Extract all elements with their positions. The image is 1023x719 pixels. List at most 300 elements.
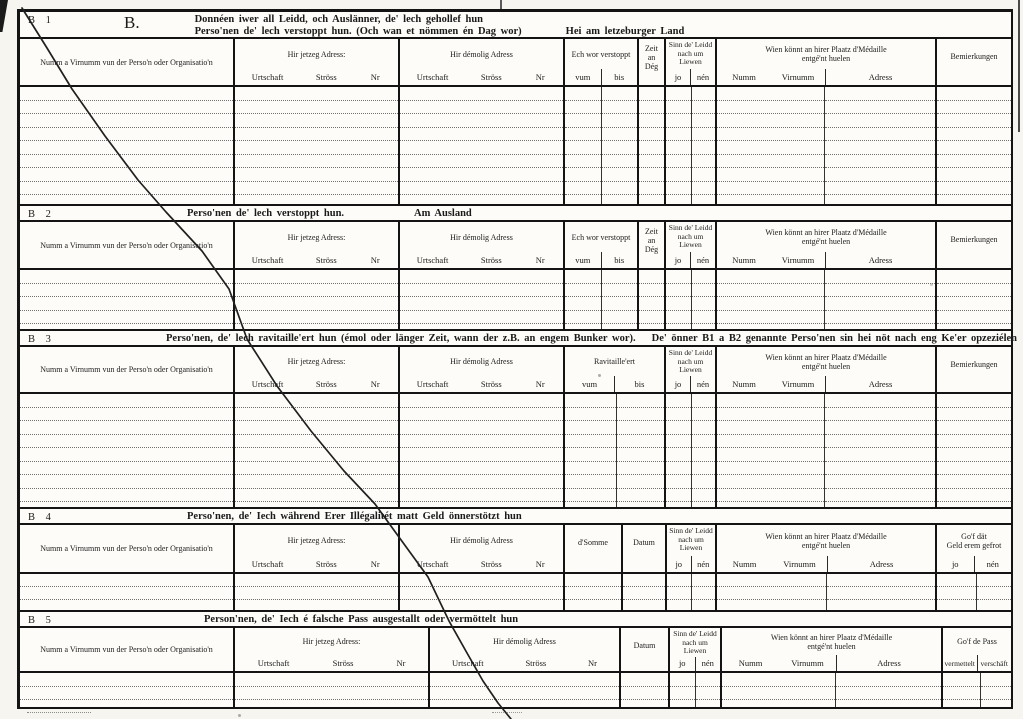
- verstoppt-label: Ech wor verstoppt: [571, 232, 631, 242]
- col-header-dsomme: [565, 525, 623, 572]
- writing-line: [20, 155, 233, 169]
- writing-line: [400, 408, 563, 422]
- jetzeg-label: Hir jetzeg Adress:: [287, 232, 346, 242]
- writing-line: [20, 270, 233, 284]
- writing-line: [825, 182, 935, 196]
- sub-stross: Ströss: [480, 378, 502, 389]
- writing-line: [400, 128, 563, 142]
- writing-line: [717, 475, 824, 489]
- writing-line: [717, 587, 826, 600]
- dsomme-label: d'Somme: [578, 538, 608, 547]
- writing-line: [717, 87, 824, 101]
- body-col-wien-numm-virnumm: [717, 394, 825, 507]
- body-col-numm: [20, 673, 235, 707]
- body-col-demolig: [400, 394, 565, 507]
- writing-line: [235, 297, 398, 311]
- writing-line: [20, 182, 233, 196]
- sub-nen: nén: [690, 376, 715, 392]
- numm-label: Numm a Virnumm vun der Perso'n oder Organisatio'n: [40, 57, 213, 67]
- body-col-jetzeg: [235, 394, 400, 507]
- sinn-label: Sinn de' Leidd nach um Liewen: [668, 348, 713, 374]
- writing-line: [717, 284, 824, 298]
- writing-line: [20, 462, 233, 476]
- writing-line: [565, 574, 621, 587]
- writing-line: [639, 168, 664, 182]
- sub-virnumm: Virnumm: [791, 657, 824, 668]
- title-line-1: Donnéen iwer all Leidd, och Auslänner, de' lech gehollef hun: [194, 14, 484, 25]
- sub-urtschaft: Urtschaft: [416, 254, 449, 265]
- sub-urtschaft: Urtschaft: [416, 378, 449, 389]
- col-header-zeit: [639, 222, 666, 268]
- wien-label-1: Wien könnt an hirer Plaatz d'Médaille: [770, 632, 893, 642]
- writing-line: [937, 475, 1011, 489]
- writing-line: [666, 311, 691, 325]
- writing-line: [235, 673, 428, 687]
- sub-nr: Nr: [370, 71, 380, 82]
- body-col-vum: [565, 87, 602, 204]
- writing-line: [825, 462, 935, 476]
- col-header-datum: [621, 628, 670, 671]
- body-col-wien-numm-virnumm: [717, 87, 825, 204]
- writing-line: [666, 114, 691, 128]
- scan-speck: [930, 283, 933, 286]
- writing-line: [400, 168, 563, 182]
- scanned-form: [17, 9, 1018, 709]
- writing-line: [717, 101, 824, 115]
- writing-line: [666, 182, 691, 196]
- wien-label-2: entgé'nt huelen: [801, 361, 851, 371]
- writing-line: [937, 489, 1011, 503]
- writing-line: [235, 284, 398, 298]
- writing-line: [20, 101, 233, 115]
- writing-line: [400, 475, 563, 489]
- title-line-2-extra: Hei am letzeburger Land: [565, 25, 685, 37]
- writing-line: [565, 489, 616, 503]
- sub-nr: Nr: [370, 254, 380, 265]
- writing-line: [825, 270, 935, 284]
- section-b5-title-row: [20, 612, 1011, 628]
- writing-line: [717, 114, 824, 128]
- writing-line: [400, 574, 563, 587]
- writing-line: [602, 270, 637, 284]
- writing-line: [639, 182, 664, 196]
- jetzeg-label: Hir jetzeg Adress:: [287, 536, 346, 545]
- b5-header-row: [20, 628, 1011, 673]
- col-header-gof-geld: [937, 525, 1011, 572]
- sub-virnumm: Virnumm: [781, 71, 815, 82]
- writing-line: [722, 673, 835, 687]
- writing-line: [937, 87, 1011, 101]
- writing-line: [602, 141, 637, 155]
- writing-line: [666, 284, 691, 298]
- scan-corner-mark: [0, 0, 8, 32]
- writing-line: [692, 297, 715, 311]
- writing-line: [937, 448, 1011, 462]
- writing-line: [623, 574, 665, 587]
- writing-line: [20, 448, 233, 462]
- writing-line: [692, 155, 715, 169]
- col-header-demolig-adress: [400, 525, 565, 572]
- sub-nen: nén: [690, 252, 715, 268]
- bemierkungen-label: Bemierkungen: [950, 235, 998, 244]
- writing-line: [235, 168, 398, 182]
- demolig-label: Hir démolig Adress: [493, 637, 556, 646]
- writing-line: [667, 587, 691, 600]
- body-col-datum: [621, 673, 670, 707]
- demolig-label: Hir démolig Adress: [450, 357, 513, 366]
- body-col-wien-adress: [825, 394, 937, 507]
- writing-line: [937, 155, 1011, 169]
- writing-line: [20, 128, 233, 142]
- writing-line: [639, 311, 664, 325]
- writing-line: [717, 297, 824, 311]
- writing-line: [692, 270, 715, 284]
- writing-line: [617, 448, 664, 462]
- body-col-bis: [602, 270, 639, 329]
- sub-urtschaft: Urtschaft: [257, 657, 290, 668]
- col-header-numm: [20, 628, 235, 671]
- col-header-wien: [717, 39, 937, 85]
- writing-line: [602, 182, 637, 196]
- sub-numm: Numm: [738, 657, 763, 668]
- writing-line: [981, 687, 1011, 701]
- col-header-numm: [20, 222, 235, 268]
- writing-line: [617, 421, 664, 435]
- jetzeg-label: Hir jetzeg Adress:: [287, 357, 346, 366]
- writing-line: [696, 687, 720, 701]
- sub-adress: Adress: [825, 69, 935, 85]
- writing-line: [20, 114, 233, 128]
- col-header-demolig-adress: [400, 222, 565, 268]
- writing-line: [565, 462, 616, 476]
- writing-line: [692, 311, 715, 325]
- wien-label-1: Wien könnt an hirer Plaatz d'Médaille: [765, 352, 887, 362]
- writing-line: [722, 687, 835, 701]
- writing-line: [617, 408, 664, 422]
- writing-line: [639, 270, 664, 284]
- writing-line: [937, 462, 1011, 476]
- body-col-gof-nen: [977, 574, 1011, 610]
- writing-line: [666, 297, 691, 311]
- body-col-wien-adress: [825, 87, 937, 204]
- writing-line: [937, 101, 1011, 115]
- sub-verschaft: verschäft: [977, 655, 1012, 671]
- scan-tick-mark: [500, 0, 502, 9]
- scan-dotted-fragment: [492, 712, 522, 713]
- b4-header-row: [20, 525, 1011, 574]
- scan-dotted-fragment: [27, 712, 91, 713]
- body-col-jetzeg: [235, 87, 400, 204]
- b3-body: [20, 394, 1011, 507]
- writing-line: [235, 475, 398, 489]
- sub-nen: nén: [974, 556, 1012, 572]
- demolig-label: Hir démolig Adress: [450, 232, 513, 242]
- writing-line: [937, 394, 1011, 408]
- verstoppt-label: Ech wor verstoppt: [571, 49, 631, 59]
- body-col-wien-numm-virnumm: [717, 270, 825, 329]
- sub-adress: Adress: [825, 376, 935, 392]
- b2-body: [20, 270, 1011, 329]
- body-col-bemierkungen: [937, 270, 1011, 329]
- sub-bis: bis: [614, 376, 664, 392]
- col-header-wien: [722, 628, 943, 671]
- writing-line: [937, 421, 1011, 435]
- b3-header-row: [20, 347, 1011, 394]
- writing-line: [717, 408, 824, 422]
- body-col-nen: [696, 673, 722, 707]
- sub-urtschaft: Urtschaft: [251, 71, 284, 82]
- col-header-numm: [20, 39, 235, 85]
- col-header-zeit: [639, 39, 666, 85]
- writing-line: [235, 587, 398, 600]
- scan-edge-line: [1018, 0, 1020, 132]
- writing-line: [825, 155, 935, 169]
- writing-line: [825, 128, 935, 142]
- writing-line: [602, 101, 637, 115]
- col-header-wien: [717, 347, 937, 392]
- sub-nr: Nr: [535, 378, 545, 389]
- sub-urtschaft: Urtschaft: [251, 558, 284, 569]
- writing-line: [670, 687, 695, 701]
- body-col-jetzeg: [235, 574, 400, 610]
- section-b4-title-row: [20, 509, 1011, 525]
- jetzeg-label: Hir jetzeg Adress:: [287, 49, 346, 59]
- writing-line: [692, 587, 715, 600]
- body-col-nen: [692, 87, 717, 204]
- writing-line: [825, 297, 935, 311]
- writing-line: [565, 168, 601, 182]
- sub-jo: jo: [678, 658, 686, 669]
- writing-line: [825, 394, 935, 408]
- writing-line: [692, 394, 715, 408]
- section-b2: [20, 206, 1011, 331]
- writing-line: [692, 114, 715, 128]
- writing-line: [20, 394, 233, 408]
- col-header-demolig-adress: [430, 628, 621, 671]
- writing-line: [20, 141, 233, 155]
- sub-adress: Adress: [825, 252, 935, 268]
- form-part-letter: B.: [124, 13, 140, 32]
- writing-line: [400, 87, 563, 101]
- body-col-numm: [20, 87, 235, 204]
- sub-nr: Nr: [370, 558, 380, 569]
- col-header-gof-pass: [943, 628, 1011, 671]
- writing-line: [977, 587, 1011, 600]
- body-col-jetzeg: [235, 673, 430, 707]
- writing-line: [20, 421, 233, 435]
- writing-line: [717, 421, 824, 435]
- writing-line: [565, 421, 616, 435]
- writing-line: [825, 311, 935, 325]
- writing-line: [827, 587, 935, 600]
- writing-line: [717, 489, 824, 503]
- body-col-demolig: [430, 673, 621, 707]
- writing-line: [565, 141, 601, 155]
- writing-line: [696, 673, 720, 687]
- body-col-pass-vermettelt: [943, 673, 981, 707]
- writing-line: [20, 284, 233, 298]
- writing-line: [235, 687, 428, 701]
- b4-body: [20, 574, 1011, 610]
- sub-urtschaft: Urtschaft: [416, 558, 449, 569]
- section-b1-title: [195, 12, 685, 37]
- sub-numm: Numm: [732, 254, 756, 265]
- body-col-pass-verschaft: [981, 673, 1011, 707]
- body-col-demolig: [400, 574, 565, 610]
- body-col-gof-jo: [937, 574, 977, 610]
- section-b3-title-extra: De' önner B1 a B2 genannte Perso'nen sin hei nöt nach eng Ke'er opzeziélen: [651, 333, 1018, 344]
- writing-line: [400, 462, 563, 476]
- sub-stross: Ströss: [480, 254, 502, 265]
- body-col-numm: [20, 394, 235, 507]
- writing-line: [692, 408, 715, 422]
- writing-line: [639, 114, 664, 128]
- sub-stross: Ströss: [315, 558, 337, 569]
- body-col-jo: [666, 394, 692, 507]
- writing-line: [20, 408, 233, 422]
- writing-line: [20, 673, 233, 687]
- writing-line: [717, 435, 824, 449]
- body-col-bis: [602, 87, 639, 204]
- writing-line: [20, 168, 233, 182]
- writing-line: [717, 448, 824, 462]
- datum-label: Datum: [633, 641, 656, 650]
- sub-virnumm: Virnumm: [783, 558, 816, 569]
- col-header-sinn: [666, 222, 717, 268]
- sub-nen: nén: [691, 556, 716, 572]
- numm-label: Numm a Virnumm vun der Perso'n oder Organisatio'n: [40, 544, 213, 553]
- writing-line: [937, 435, 1011, 449]
- writing-line: [565, 297, 601, 311]
- writing-line: [565, 394, 616, 408]
- writing-line: [825, 475, 935, 489]
- sub-bis: bis: [601, 69, 638, 85]
- b1-header-row: [20, 39, 1011, 87]
- writing-line: [666, 87, 691, 101]
- writing-line: [937, 587, 976, 600]
- writing-line: [825, 435, 935, 449]
- col-header-numm: [20, 525, 235, 572]
- writing-line: [717, 155, 824, 169]
- sub-nen: nén: [690, 69, 715, 85]
- writing-line: [692, 128, 715, 142]
- writing-line: [235, 448, 398, 462]
- wien-label-2: entgé'nt huelen: [801, 54, 851, 63]
- writing-line: [666, 489, 691, 503]
- writing-line: [717, 182, 824, 196]
- writing-line: [717, 574, 826, 587]
- writing-line: [666, 462, 691, 476]
- writing-line: [623, 587, 665, 600]
- writing-line: [692, 284, 715, 298]
- col-header-sinn: [667, 525, 717, 572]
- body-col-jo: [670, 673, 696, 707]
- sub-vum: vum: [575, 254, 591, 265]
- writing-line: [235, 155, 398, 169]
- writing-line: [430, 673, 619, 687]
- writing-line: [20, 489, 233, 503]
- writing-line: [400, 284, 563, 298]
- col-header-sinn: [666, 347, 717, 392]
- writing-line: [639, 101, 664, 115]
- sub-nr: Nr: [588, 657, 598, 668]
- writing-line: [565, 128, 601, 142]
- writing-line: [235, 182, 398, 196]
- writing-line: [666, 475, 691, 489]
- writing-line: [617, 435, 664, 449]
- writing-line: [717, 311, 824, 325]
- col-header-numm: [20, 347, 235, 392]
- writing-line: [400, 297, 563, 311]
- body-col-wien-numm-virnumm: [717, 574, 827, 610]
- writing-line: [937, 311, 1011, 325]
- sub-nr: Nr: [370, 378, 380, 389]
- writing-line: [717, 394, 824, 408]
- writing-line: [565, 311, 601, 325]
- writing-line: [400, 155, 563, 169]
- writing-line: [937, 297, 1011, 311]
- writing-line: [825, 284, 935, 298]
- writing-line: [692, 435, 715, 449]
- writing-line: [565, 448, 616, 462]
- demolig-label: Hir démolig Adress: [450, 536, 513, 545]
- writing-line: [937, 284, 1011, 298]
- sinn-label: Sinn de' Leidd nach um Liewen: [673, 629, 717, 655]
- writing-line: [565, 475, 616, 489]
- writing-line: [666, 155, 691, 169]
- sub-urtschaft: Urtschaft: [451, 657, 484, 668]
- writing-line: [400, 489, 563, 503]
- body-col-vum: [565, 394, 617, 507]
- writing-line: [565, 114, 601, 128]
- col-header-sinn: [666, 39, 717, 85]
- sub-stross: Ströss: [315, 71, 337, 82]
- col-header-demolig-adress: [400, 347, 565, 392]
- writing-line: [670, 673, 695, 687]
- jetzeg-label: Hir jetzeg Adress:: [302, 637, 361, 646]
- body-col-vum: [565, 270, 602, 329]
- writing-line: [666, 141, 691, 155]
- gof-geld-label-2: Geld erem gefrot: [946, 540, 1002, 550]
- col-header-jetzeg-adress: [235, 525, 400, 572]
- col-header-jetzeg-adress: [235, 39, 400, 85]
- wien-label-1: Wien könnt an hirer Plaatz d'Médaille: [765, 228, 887, 237]
- sub-adress: Adress: [827, 556, 935, 572]
- writing-line: [937, 574, 976, 587]
- writing-line: [400, 141, 563, 155]
- numm-label: Numm a Virnumm vun der Perso'n oder Organisatio'n: [40, 645, 213, 654]
- sub-urtschaft: Urtschaft: [251, 378, 284, 389]
- col-header-bemierkungen: [937, 39, 1011, 85]
- writing-line: [825, 489, 935, 503]
- writing-line: [692, 574, 715, 587]
- sub-nr: Nr: [535, 71, 545, 82]
- writing-line: [666, 270, 691, 284]
- section-b4-label: B 4: [28, 512, 55, 523]
- sub-stross: Ströss: [525, 657, 547, 668]
- body-col-nen: [692, 270, 717, 329]
- writing-line: [943, 673, 980, 687]
- writing-line: [639, 87, 664, 101]
- writing-line: [825, 101, 935, 115]
- writing-line: [825, 421, 935, 435]
- body-col-jo: [666, 270, 692, 329]
- sub-nr: Nr: [535, 254, 545, 265]
- writing-line: [235, 114, 398, 128]
- writing-line: [602, 297, 637, 311]
- writing-line: [617, 462, 664, 476]
- writing-line: [937, 408, 1011, 422]
